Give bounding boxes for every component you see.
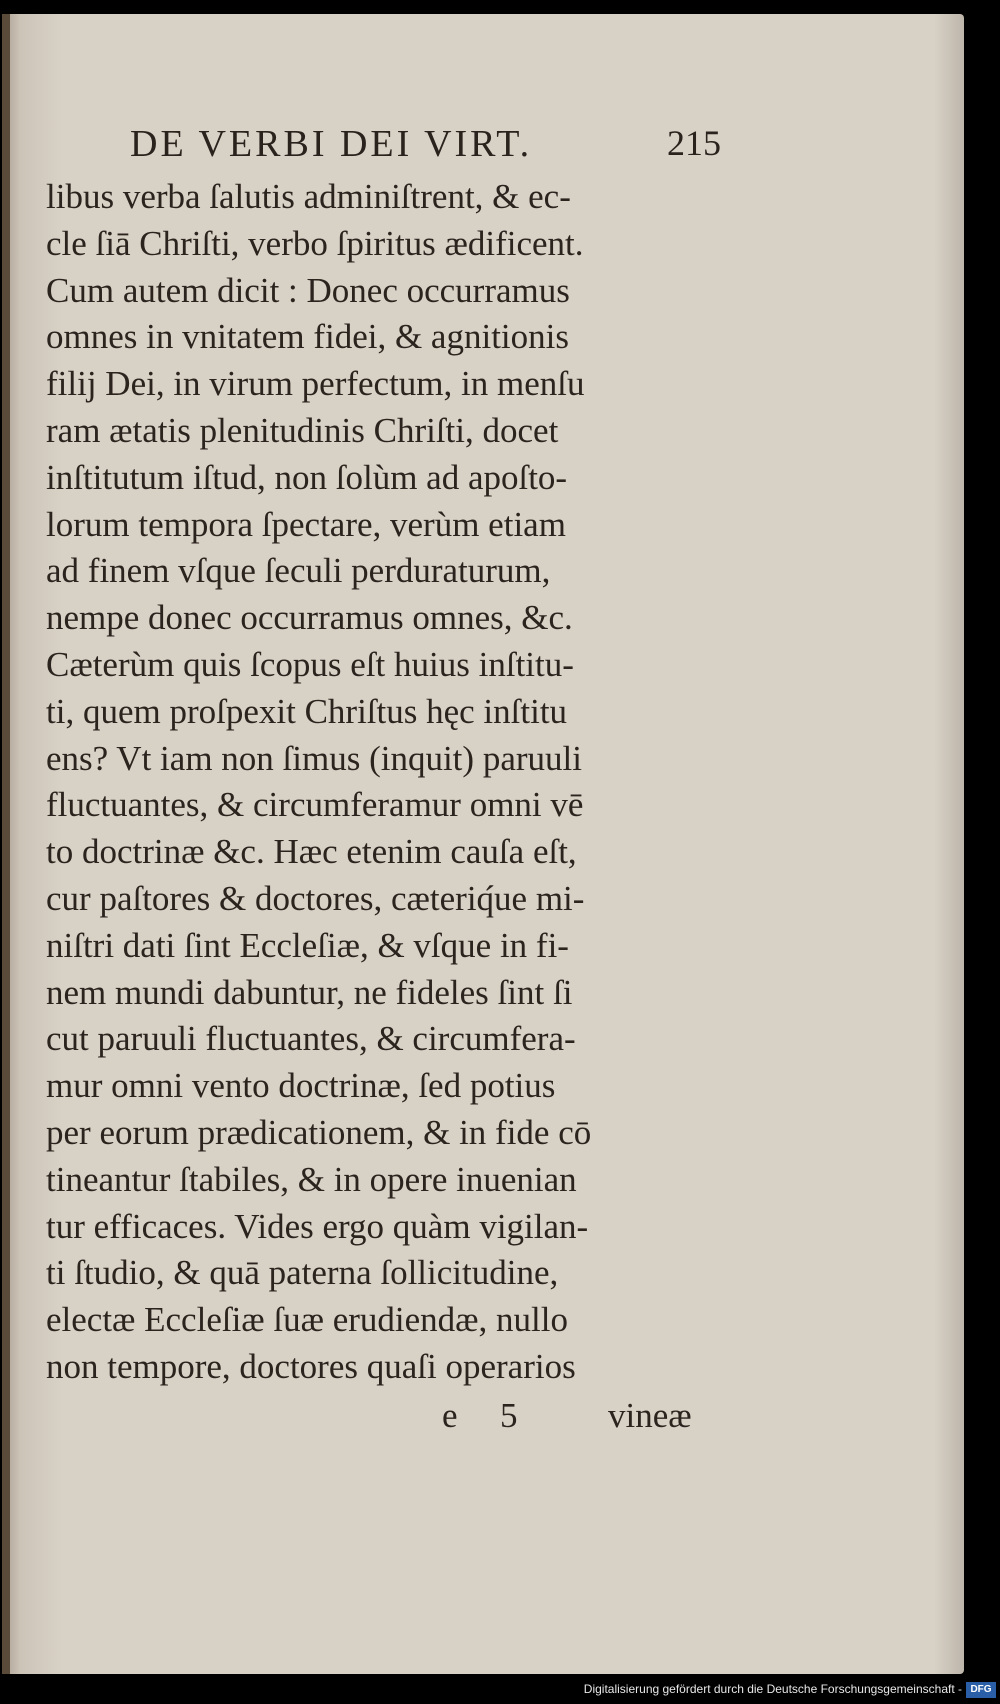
signature-mark-number: 5 [500,1396,518,1435]
page-number: 215 [667,123,721,163]
text-line: nem mundi dabuntur, ne fideles ſint ſi [46,972,573,1012]
running-head-title: DE VERBI DEI VIRT. [130,123,533,165]
text-line: libus verba ſalutis adminiſtrent, & ec- [46,177,571,216]
text-line: inſtitutum iſtud, non ſolùm ad apoſto- [46,457,568,497]
text-line: omnes in vnitatem fidei, & agnitionis [46,317,569,357]
text-line: per eorum prædicationem, & in fide cō [46,1112,592,1152]
text-line: fluctuantes, & circumferamur omni vē [46,785,584,825]
body-text [46,174,726,1391]
text-line: tur efficaces. Vides ergo quàm vigilan- [46,1206,589,1246]
book-page [2,14,964,1674]
text-line: filij Dei, in virum perfectum, in menſu [46,364,585,404]
catchline [2,1396,964,1442]
text-line: ti, quem proſpexit Chriſtus hęc inſtitu [46,691,568,731]
text-line: Cæterùm quis ſcopus eſt huius inſtitu- [46,644,574,684]
text-line: ram ætatis plenitudinis Chriſti, docet [46,410,559,450]
funding-credit: Digitalisierung gefördert durch die Deutsche Forschungsgemeinschaft - [583,1682,962,1696]
dfg-logo: DFG [966,1682,996,1698]
text-line: nempe donec occurramus omnes, &c. [46,598,573,638]
text-line: ti ſtudio, & quā paterna ſollicitudine, [46,1253,559,1293]
signature-mark-letter: e [442,1396,458,1435]
running-head [2,122,964,172]
text-line: niſtri dati ſint Eccleſiæ, & vſque in fi- [46,925,569,965]
text-line: ens? Vt iam non ſimus (inquit) paruuli [46,738,582,778]
text-line: to doctrinæ &c. Hæc etenim cauſa eſt, [46,832,577,872]
text-line: non tempore, doctores quaſi operarios [46,1346,576,1386]
text-line: Cum autem dicit : Donec occurramus [46,270,570,310]
text-line: mur omni vento doctrinæ, ſed potius [46,1066,556,1106]
text-line: cur paſtores & doctores, cæteriq́ue mi- [46,878,585,918]
digitization-footer [0,1674,1000,1704]
text-line: tineantur ſtabiles, & in opere inuenian [46,1159,577,1199]
text-line: electæ Eccleſiæ ſuæ erudiendæ, nullo [46,1300,568,1340]
catchword: vineæ [608,1396,692,1435]
text-line: lorum tempora ſpectare, verùm etiam [46,504,566,544]
text-line: ad finem vſque ſeculi perduraturum, [46,551,551,591]
text-line: cle ſiā Chriſti, verbo ſpiritus ædificent. [46,223,584,263]
text-line: cut paruuli fluctuantes, & circumfera- [46,1019,576,1059]
